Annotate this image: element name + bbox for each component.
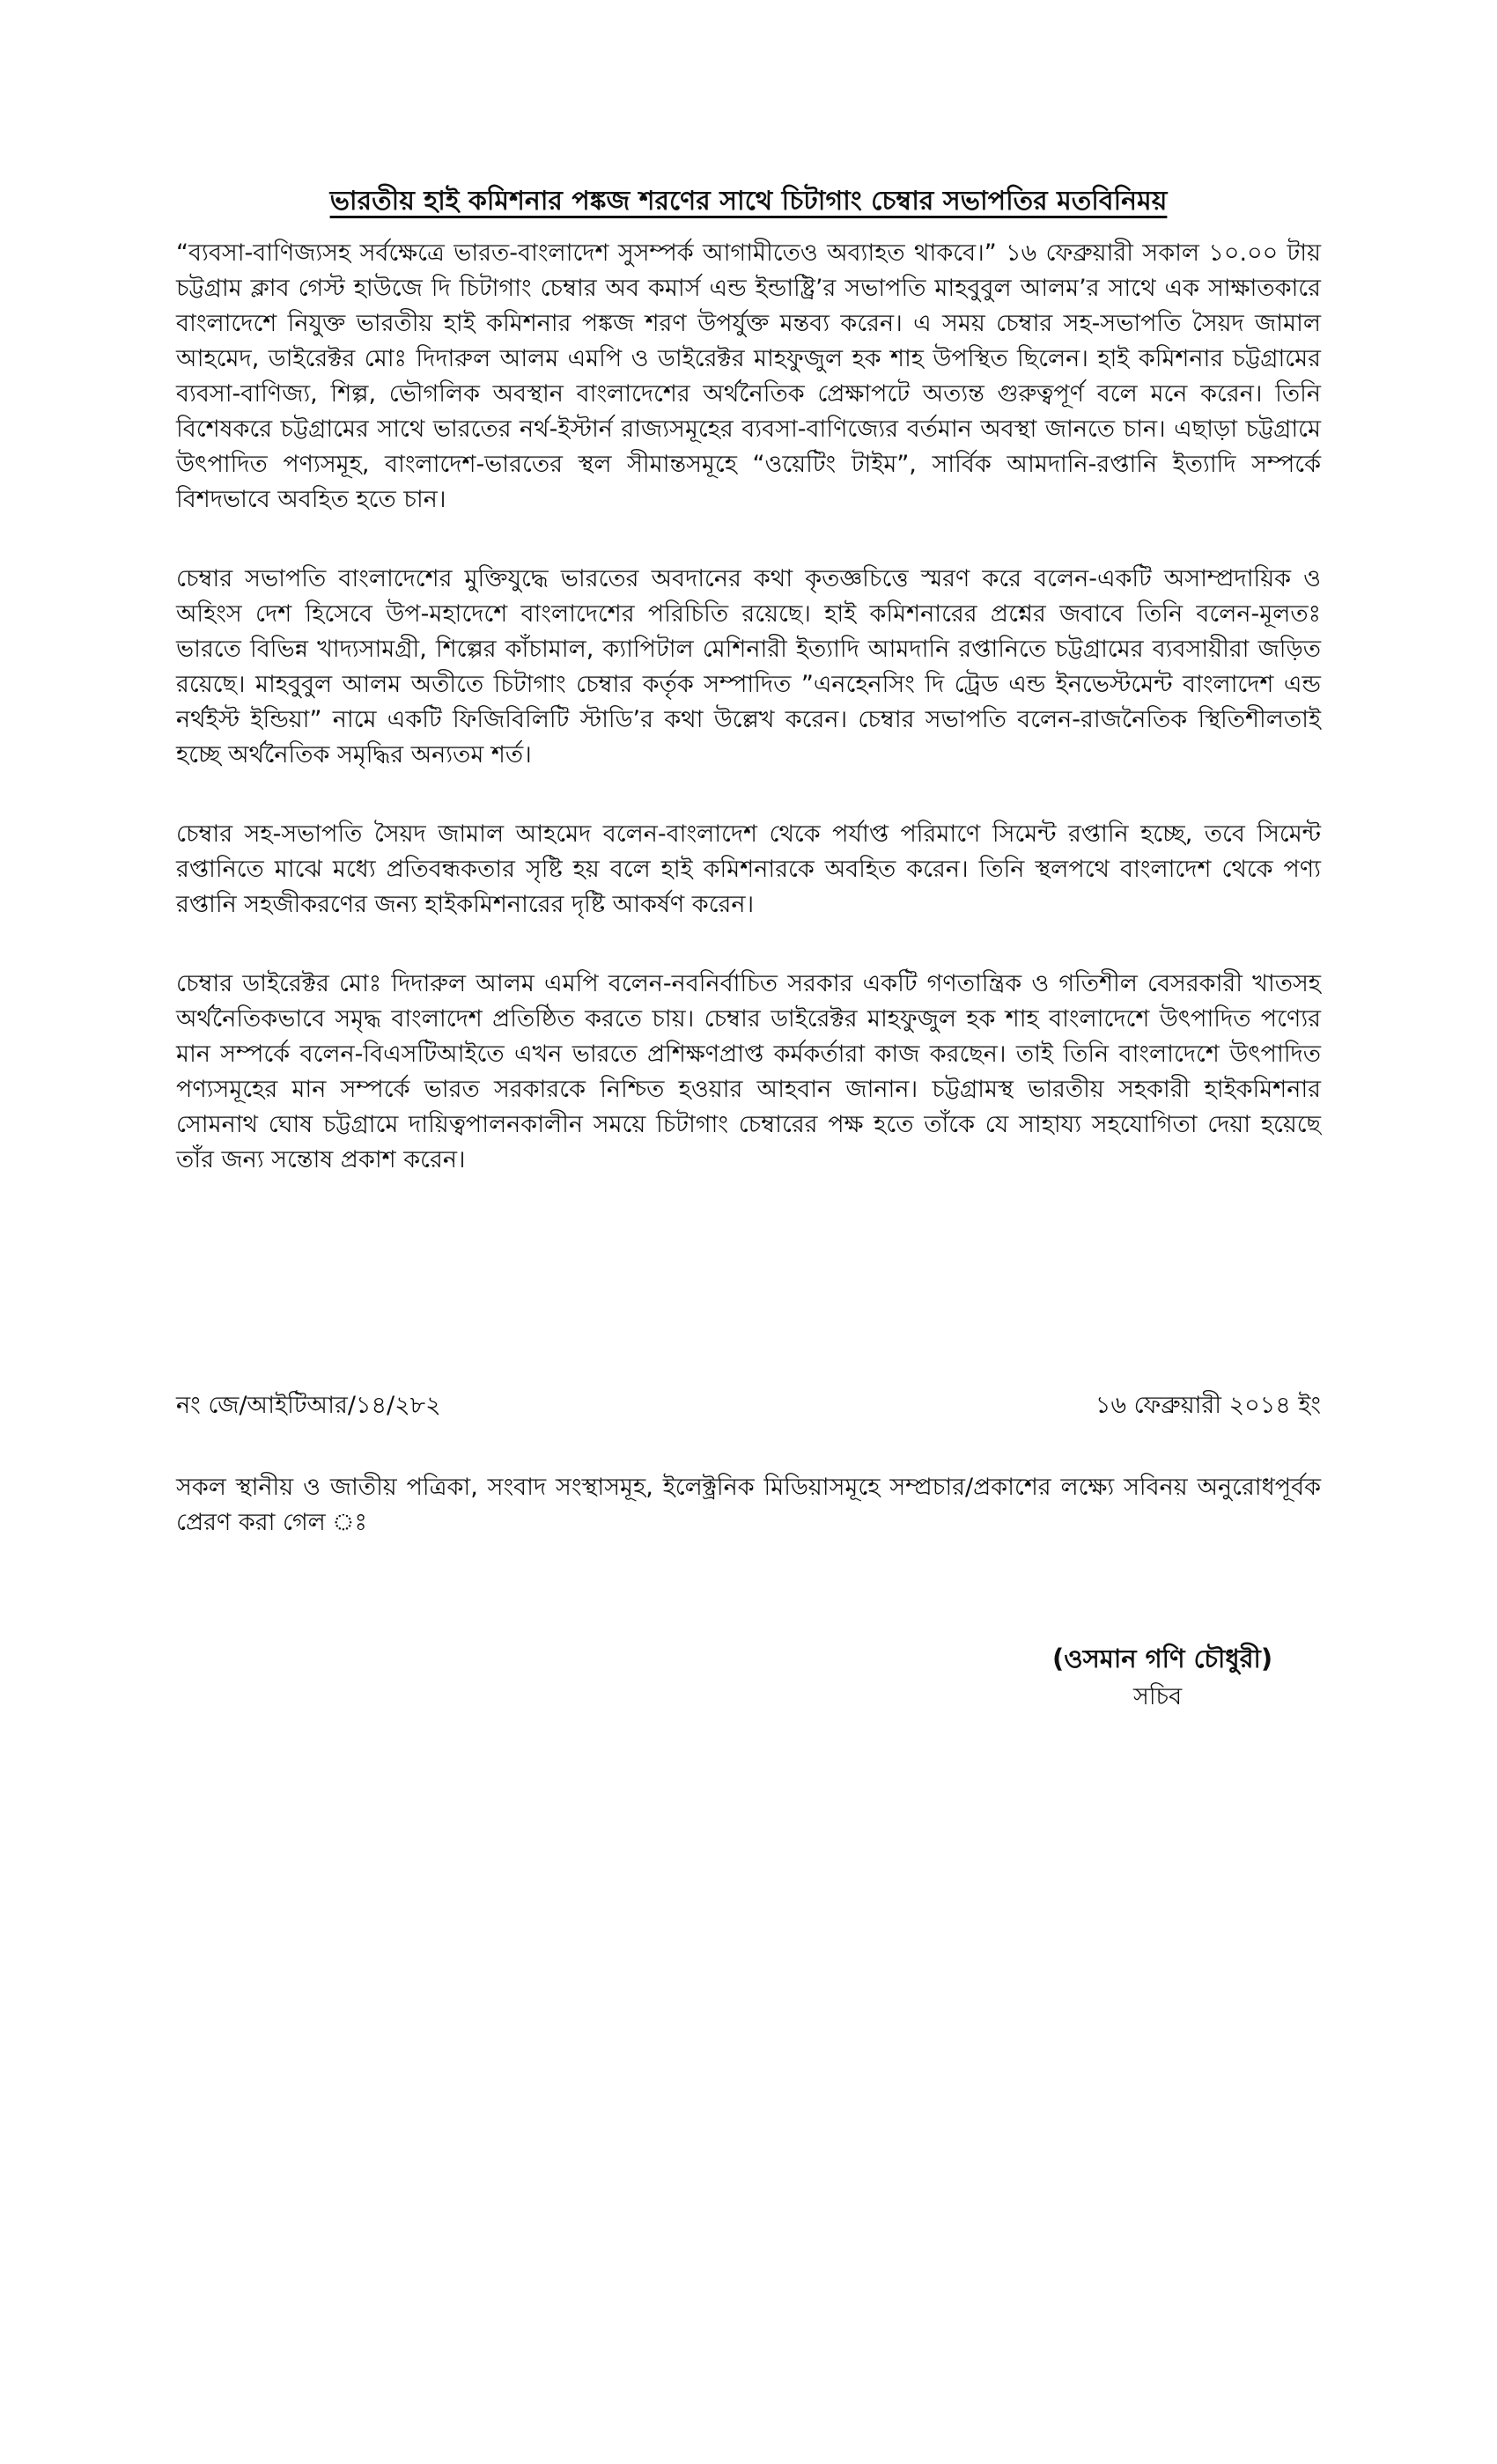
signer-designation: সচিব xyxy=(1133,1683,1183,1710)
paragraph-4: চেম্বার ডাইরেক্টর মোঃ দিদারুল আলম এমপি বলেন-নবনির্বাচিত সরকার একটি গণতান্ত্রিক ও গতিশীল বেসরকারী খাতসহ অর্থনৈতিকভাবে সমৃদ্ধ বাংলাদেশ প্রতিষ্ঠিত করতে চায়। চেম্বার ডাইরেক্টর মাহফুজুল হক শাহ বাংলাদেশে উৎপাদিত পণ্যের মান সম্পর্কে বলেন-বিএসটিআইতে এখন ভারতে প্রশিক্ষণপ্রাপ্ত কর্মকর্তারা কাজ করছেন। তাই তিনি বাংলাদেশে উৎপাদিত পণ্যসমূহের মান সম্পর্কে ভারত সরকারকে নিশ্চিত হওয়ার আহবান জানান। চট্টগ্রামস্থ ভারতীয় সহকারী হাইকমিশনার সোমনাথ ঘোষ চট্টগ্রামে দায়িত্বপালনকালীন সময়ে চিটাগাং চেম্বারের পক্ষ হতে তাঁকে যে সাহায্য সহযোগিতা দেয়া হয়েছে তাঁর জন্য সন্তোষ প্রকাশ করেন। xyxy=(176,970,1321,1173)
document-title: ভারতীয় হাই কমিশনার পঙ্কজ শরণের সাথে চিটাগাং চেম্বার সভাপতির মতবিনিময় xyxy=(329,186,1168,217)
document-date: ১৬ ফেব্রুয়ারী ২০১৪ ইং xyxy=(1095,1392,1321,1419)
reference-number: নং জে/আইটিআর/১৪/২৮২ xyxy=(176,1392,441,1419)
signer-name: (ওসমান গণি চৌধুরী) xyxy=(1052,1644,1273,1673)
body-text xyxy=(176,236,1321,1222)
distribution-note: সকল স্থানীয় ও জাতীয় পত্রিকা, সংবাদ সংস্থাসমূহ, ইলেক্ট্রনিক মিডিয়াসমূহে সম্প্রচার/প্রকাশের লক্ষ্যে সবিনয় অনুরোধপূর্বক প্রেরণ করা গেল ঃ xyxy=(176,1474,1321,1536)
paragraph-2: চেম্বার সভাপতি বাংলাদেশের মুক্তিযুদ্ধে ভারতের অবদানের কথা কৃতজ্ঞচিত্তে স্মরণ করে বলেন-একটি অসাম্প্রদায়িক ও অহিংস দেশ হিসেবে উপ-মহাদেশে বাংলাদেশের পরিচিতি রয়েছে। হাই কমিশনারের প্রশ্নের জবাবে তিনি বলেন-মূলতঃ ভারতে বিভিন্ন খাদ্যসামগ্রী, শিল্পের কাঁচামাল, ক্যাপিটাল মেশিনারী ইত্যাদি আমদানি রপ্তানিতে চট্টগ্রামের ব্যবসায়ীরা জড়িত রয়েছে। মাহবুবুল আলম অতীতে চিটাগাং চেম্বার কর্তৃক সম্পাদিত ”এনহেনসিং দি ট্রেড এন্ড ইনভেস্টমেন্ট বাংলাদেশ এন্ড নর্থইস্ট ইন্ডিয়া” নামে একটি ফিজিবিলিটি স্টাডি’র কথা উল্লেখ করেন। চেম্বার সভাপতি বলেন-রাজনৈতিক স্থিতিশীলতাই হচ্ছে অর্থনৈতিক সমৃদ্ধির অন্যতম শর্ত। xyxy=(176,565,1321,769)
paragraph-3: চেম্বার সহ-সভাপতি সৈয়দ জামাল আহমেদ বলেন-বাংলাদেশ থেকে পর্যাপ্ত পরিমাণে সিমেন্ট রপ্তানি হচ্ছে, তবে সিমেন্ট রপ্তানিতে মাঝে মধ্যে প্রতিবন্ধকতার সৃষ্টি হয় বলে হাই কমিশনারকে অবহিত করেন। তিনি স্থলপথে বাংলাদেশ থেকে পণ্য রপ্তানি সহজীকরণের জন্য হাইকমিশনারের দৃষ্টি আকর্ষণ করেন। xyxy=(176,820,1321,918)
paragraph-1: “ব্যবসা-বাণিজ্যসহ সর্বক্ষেত্রে ভারত-বাংলাদেশ সুসম্পর্ক আগামীতেও অব্যাহত থাকবে।” ১৬ ফেব্রুয়ারী সকাল ১০.০০ টায় চট্টগ্রাম ক্লাব গেস্ট হাউজে দি চিটাগাং চেম্বার অব কমার্স এন্ড ইন্ডাষ্ট্রি’র সভাপতি মাহবুবুল আলম’র সাথে এক সাক্ষাতকারে বাংলাদেশে নিযুক্ত ভারতীয় হাই কমিশনার পঙ্কজ শরণ উপর্যুক্ত মন্তব্য করেন। এ সময় চেম্বার সহ-সভাপতি সৈয়দ জামাল আহমেদ, ডাইরেক্টর মোঃ দিদারুল আলম এমপি ও ডাইরেক্টর মাহফুজুল হক শাহ উপস্থিত ছিলেন। হাই কমিশনার চট্টগ্রামের ব্যবসা-বাণিজ্য, শিল্প, ভৌগলিক অবস্থান বাংলাদেশের অর্থনৈতিক প্রেক্ষাপটে অত্যন্ত গুরুত্বপূর্ণ বলে মনে করেন। তিনি বিশেষকরে চট্টগ্রামের সাথে ভারতের নর্থ-ইস্টার্ন রাজ্যসমূহের ব্যবসা-বাণিজ্যের বর্তমান অবস্থা জানতে চান। এছাড়া চট্টগ্রামে উৎপাদিত পণ্যসমূহ, বাংলাদেশ-ভারতের স্থল সীমান্তসমূহে “ওয়েটিং টাইম”, সার্বিক আমদানি-রপ্তানি ইত্যাদি সম্পর্কে বিশদভাবে অবহিত হতে চান। xyxy=(176,239,1321,513)
